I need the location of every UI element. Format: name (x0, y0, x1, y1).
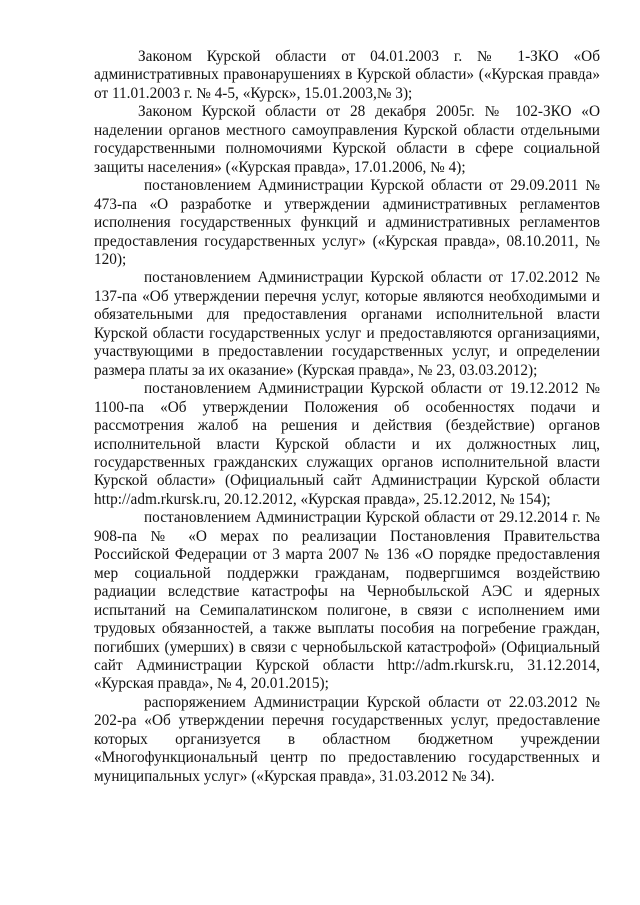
paragraph-law-administrative-offenses: Законом Курской области от 04.01.2003 г. № 1-ЗКО «Об административных правонарушениях в Курской области» («Курская правда» от 11.01.2003 г. № 4-5, «Курск», 15.01.2003,№ 3); (94, 48, 600, 102)
paragraph-resolution-services-list: постановлением Администрации Курской области от 17.02.2012 № 137-па «Об утверждении перечня услуг, которые являются необходимыми и обязательными для предоставления органами исполнительной власти Курской области государственных услуг и предоставляются организациями, участвующими в предоставлении государственных услуг, и определении размера платы за их оказание» (Курская правда», № 23, 03.03.2012); (94, 269, 600, 379)
paragraph-resolution-chernobyl-support: постановлением Администрации Курской области от 29.12.2014 г. № 908-па № «О мерах по реализации Постановления Правительства Российской Федерации от 3 марта 2007 № 136 «О порядке предоставления мер социальной поддержки гражданам, подвергшимся воздействию радиации вследствие катастрофы на Чернобыльской АЭС и ядерных испытаний на Семипалатинском полигоне, в связи с исполнением ими трудовых обязанностей, а также выплаты пособия на погребение граждан, погибших (умерших) в связи с чернобыльской катастрофой» (Официальный сайт Администрации Курской области http://adm.rkursk.ru, 31.12.2014, «Курская правда», № 4, 20.01.2015); (94, 509, 600, 693)
paragraph-resolution-administrative-regulations: постановлением Администрации Курской области от 29.09.2011 № 473-па «О разработке и утверждении административных регламентов исполнения государственных функций и административных регламентов предоставления государственных услуг» («Курская правда», 08.10.2011, № 120); (94, 177, 600, 268)
paragraph-law-social-protection-powers: Законом Курской области от 28 декабря 2005г. № 102-ЗКО «О наделении органов местного самоуправления Курской области отдельными государственными полномочиями Курской области в сфере социальной защиты населения» («Курская правда», 17.01.2006, № 4); (94, 103, 600, 176)
paragraph-order-mfc-services: распоряжением Администрации Курской области от 22.03.2012 № 202-ра «Об утверждении перечня государственных услуг, предоставление которых организуется в областном бюджетном учреждении «Многофункциональный центр по предоставлению государственных и муниципальных услуг» («Курская правда», 31.03.2012 № 34). (94, 693, 600, 785)
paragraph-resolution-complaints-regulation: постановлением Администрации Курской области от 19.12.2012 № 1100-па «Об утверждении Положения об особенностях подачи и рассмотрения жалоб на решения и действия (бездействие) органов исполнительной власти Курской области и их должностных лиц, государственных гражданских служащих органов исполнительной власти Курской области» (Официальный сайт Администрации Курской области http://adm.rkursk.ru, 20.12.2012, «Курская правда», 25.12.2012, № 154); (94, 380, 600, 508)
document-body (94, 48, 600, 786)
